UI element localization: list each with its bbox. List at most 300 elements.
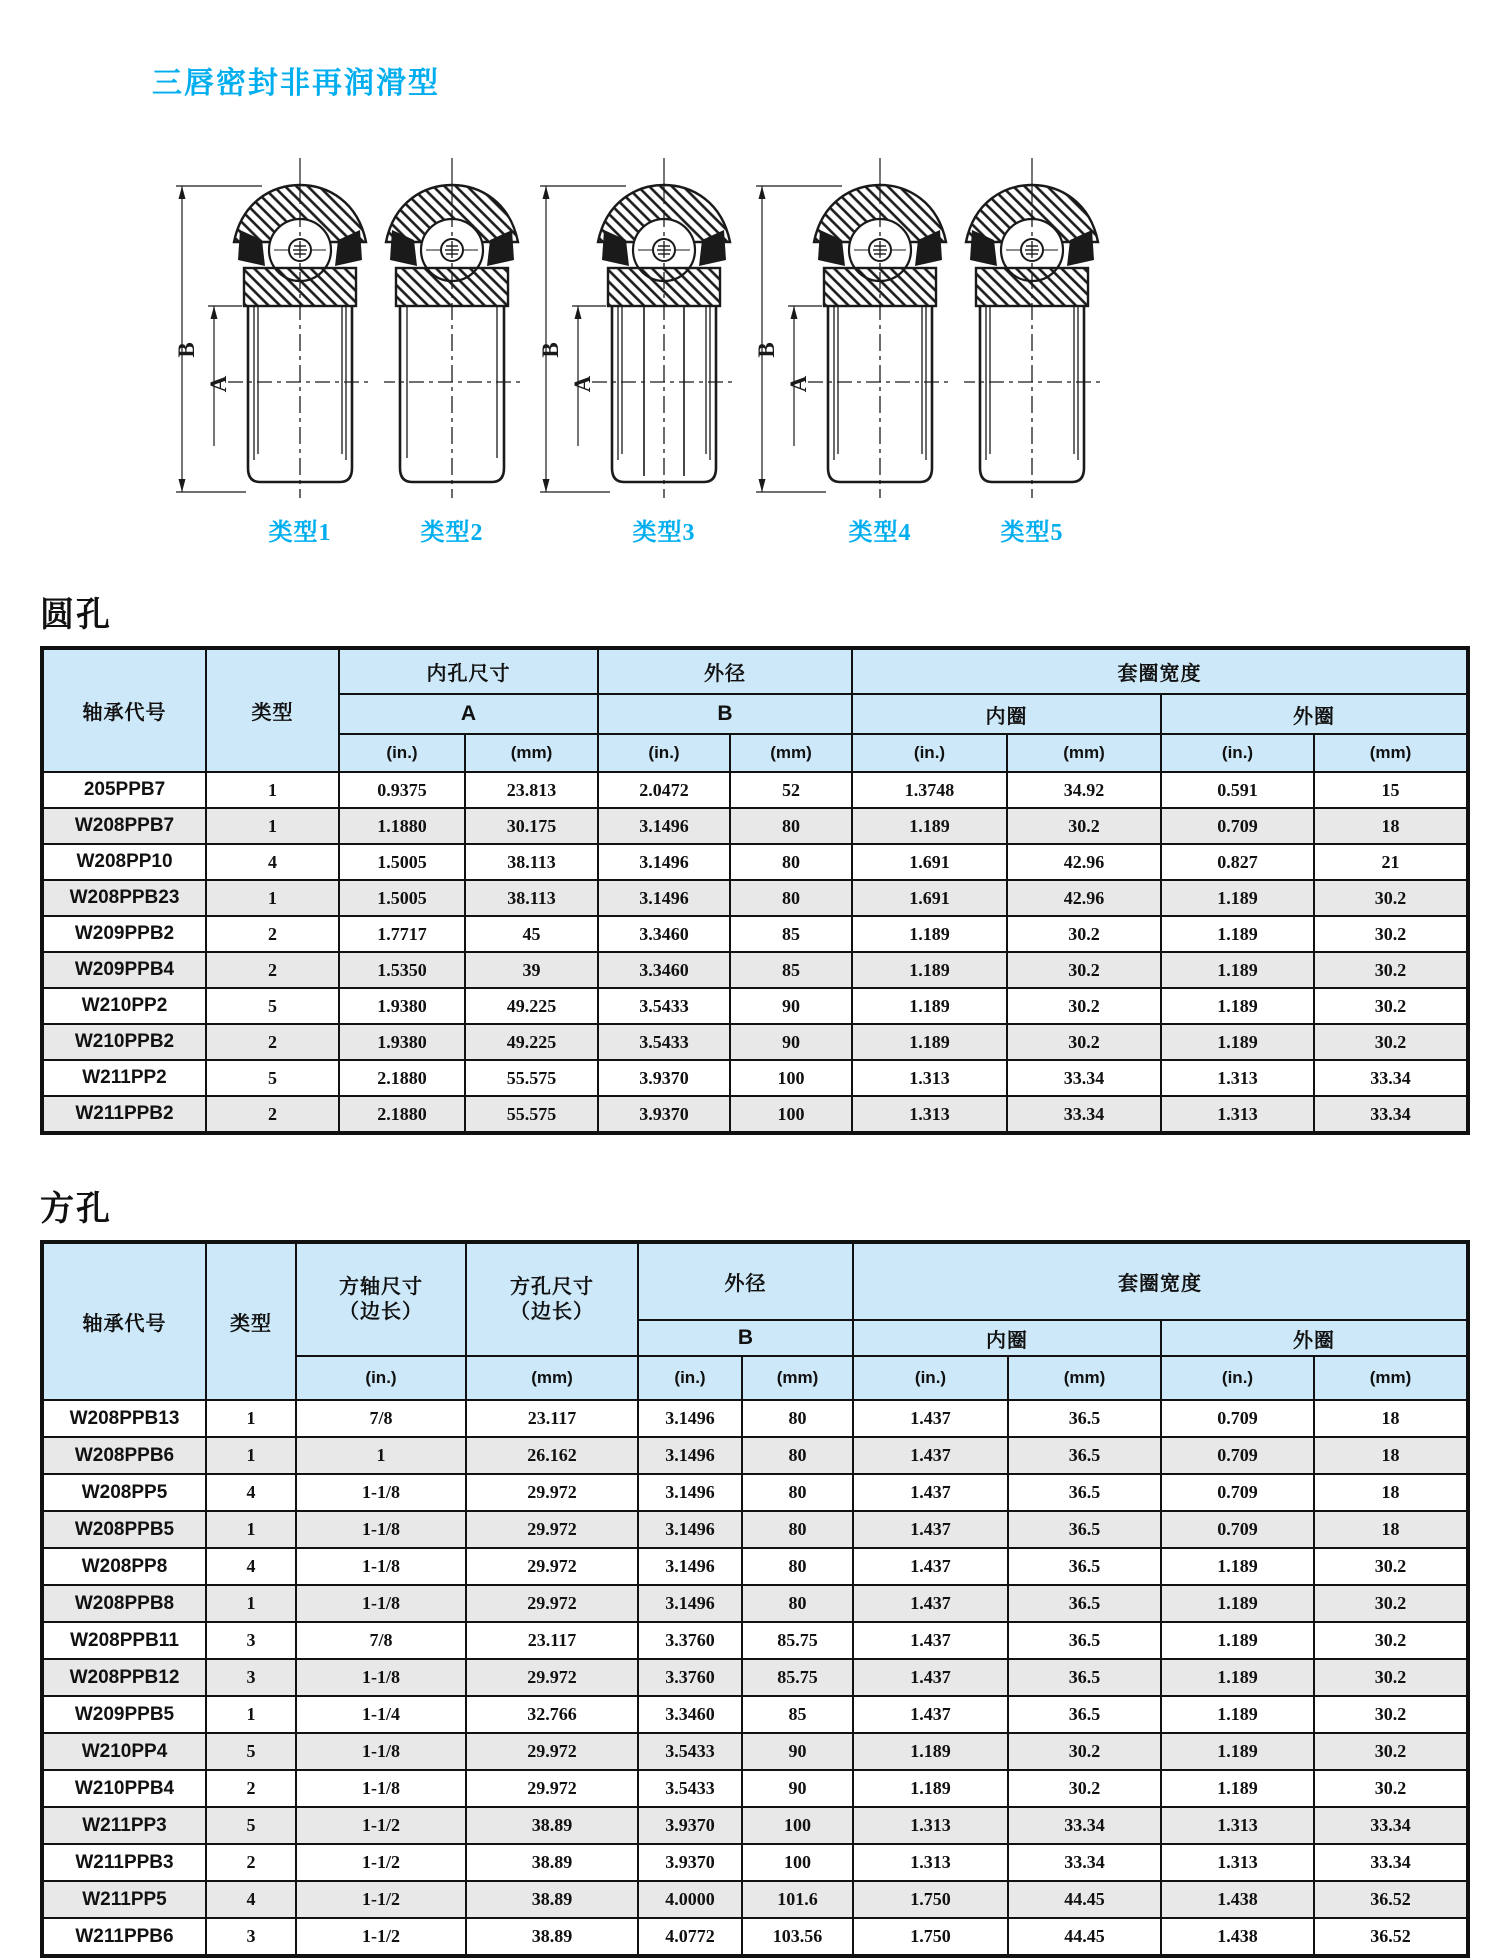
square-bore-size-line2: （边长） (510, 1300, 594, 1323)
value-cell: 0.591 (1161, 772, 1314, 808)
bearing-code-cell: W208PPB11 (42, 1622, 206, 1659)
value-cell: 30.2 (1314, 880, 1468, 916)
value-cell: 0.709 (1161, 1474, 1314, 1511)
col-group-ring-width: 套圈宽度 (853, 1242, 1468, 1320)
value-cell: 1.313 (1161, 1807, 1314, 1844)
value-cell: 33.34 (1008, 1844, 1161, 1881)
unit-in: (in.) (1161, 1356, 1314, 1400)
value-cell: 30.2 (1314, 988, 1468, 1024)
value-cell: 80 (742, 1437, 853, 1474)
value-cell: 30.175 (465, 808, 598, 844)
value-cell: 85 (742, 1696, 853, 1733)
value-cell: 1.313 (852, 1096, 1007, 1133)
bearing-code-cell: W209PPB5 (42, 1696, 206, 1733)
value-cell: 36.52 (1314, 1918, 1468, 1956)
bearing-diagram-type-5 (964, 154, 1100, 506)
value-cell: 36.5 (1008, 1511, 1161, 1548)
value-cell: 33.34 (1314, 1844, 1468, 1881)
value-cell: 1-1/8 (296, 1659, 466, 1696)
value-cell: 0.9375 (339, 772, 465, 808)
value-cell: 1.189 (1161, 1622, 1314, 1659)
col-group-outer-diameter: 外径 (638, 1242, 853, 1320)
value-cell: 3 (206, 1918, 296, 1956)
value-cell: 5 (206, 1060, 339, 1096)
value-cell: 1.189 (1161, 988, 1314, 1024)
value-cell: 3.3760 (638, 1622, 742, 1659)
value-cell: 26.162 (466, 1437, 638, 1474)
bearing-code-cell: W208PP5 (42, 1474, 206, 1511)
unit-mm: (mm) (1008, 1356, 1161, 1400)
value-cell: 80 (730, 844, 852, 880)
value-cell: 36.5 (1008, 1548, 1161, 1585)
value-cell: 3.9370 (638, 1844, 742, 1881)
bearing-code-cell: W211PP3 (42, 1807, 206, 1844)
unit-in: (in.) (598, 734, 730, 772)
value-cell: 30.2 (1008, 1770, 1161, 1807)
value-cell: 3.1496 (638, 1585, 742, 1622)
value-cell: 1 (206, 808, 339, 844)
value-cell: 1-1/8 (296, 1511, 466, 1548)
value-cell: 1.691 (852, 880, 1007, 916)
bearing-code-cell: W210PP2 (42, 988, 206, 1024)
dim-label-A: A (206, 375, 231, 393)
value-cell: 103.56 (742, 1918, 853, 1956)
value-cell: 1.1880 (339, 808, 465, 844)
value-cell: 1.313 (1161, 1844, 1314, 1881)
unit-mm: (mm) (730, 734, 852, 772)
value-cell: 4 (206, 1881, 296, 1918)
value-cell: 3 (206, 1659, 296, 1696)
page-title: 三唇密封非再润滑型 (152, 67, 440, 100)
value-cell: 1.437 (853, 1548, 1008, 1585)
value-cell: 33.34 (1008, 1807, 1161, 1844)
value-cell: 36.52 (1314, 1881, 1468, 1918)
value-cell: 36.5 (1008, 1474, 1161, 1511)
value-cell: 1.313 (853, 1807, 1008, 1844)
value-cell: 42.96 (1007, 844, 1161, 880)
value-cell: 2 (206, 1844, 296, 1881)
value-cell: 1 (206, 1585, 296, 1622)
col-sub-outer-ring: 外圈 (1161, 694, 1468, 734)
col-header-bearing-code: 轴承代号 (42, 648, 206, 772)
value-cell: 90 (730, 1024, 852, 1060)
bearing-code-cell: W208PP8 (42, 1548, 206, 1585)
bearing-type-label: 类型3 (632, 520, 696, 546)
value-cell: 1.189 (1161, 1585, 1314, 1622)
value-cell: 4.0772 (638, 1918, 742, 1956)
dim-label-B: B (538, 342, 563, 358)
value-cell: 1.691 (852, 844, 1007, 880)
value-cell: 33.34 (1314, 1807, 1468, 1844)
value-cell: 1.437 (853, 1400, 1008, 1437)
value-cell: 39 (465, 952, 598, 988)
bearing-type-label: 类型5 (1000, 520, 1064, 546)
value-cell: 49.225 (465, 1024, 598, 1060)
value-cell: 38.89 (466, 1918, 638, 1956)
square-shaft-size-line1: 方轴尺寸 (339, 1275, 423, 1298)
value-cell: 90 (730, 988, 852, 1024)
value-cell: 1 (206, 1511, 296, 1548)
value-cell: 1.437 (853, 1696, 1008, 1733)
value-cell: 3.1496 (598, 808, 730, 844)
value-cell: 3 (206, 1622, 296, 1659)
value-cell: 3.1496 (598, 880, 730, 916)
table-row (42, 1881, 1468, 1918)
value-cell: 1-1/4 (296, 1696, 466, 1733)
table-row (42, 1511, 1468, 1548)
bearing-code-cell: W208PP10 (42, 844, 206, 880)
bearing-type-3-block (532, 154, 736, 547)
value-cell: 30.2 (1008, 1733, 1161, 1770)
col-header-type: 类型 (206, 648, 339, 772)
value-cell: 4 (206, 1474, 296, 1511)
value-cell: 3.1496 (638, 1400, 742, 1437)
bearing-code-cell: W208PPB13 (42, 1400, 206, 1437)
table-row (42, 1844, 1468, 1881)
value-cell: 1.5005 (339, 880, 465, 916)
table-row (42, 1585, 1468, 1622)
value-cell: 33.34 (1007, 1096, 1161, 1133)
value-cell: 80 (742, 1511, 853, 1548)
value-cell: 30.2 (1007, 1024, 1161, 1060)
value-cell: 18 (1314, 1511, 1468, 1548)
value-cell: 49.225 (465, 988, 598, 1024)
value-cell: 1.5005 (339, 844, 465, 880)
unit-in: (in.) (853, 1356, 1008, 1400)
value-cell: 30.2 (1314, 1659, 1468, 1696)
col-group-ring-width: 套圈宽度 (852, 648, 1468, 694)
bearing-diagram-type-3 (532, 154, 736, 506)
value-cell: 36.5 (1008, 1659, 1161, 1696)
value-cell: 80 (730, 880, 852, 916)
col-header-bearing-code: 轴承代号 (42, 1242, 206, 1400)
value-cell: 1-1/8 (296, 1548, 466, 1585)
table-row (42, 1548, 1468, 1585)
value-cell: 100 (742, 1807, 853, 1844)
value-cell: 3.3460 (598, 916, 730, 952)
value-cell: 36.5 (1008, 1585, 1161, 1622)
value-cell: 1 (206, 1437, 296, 1474)
value-cell: 3.3760 (638, 1659, 742, 1696)
col-group-outer-diameter: 外径 (598, 648, 852, 694)
value-cell: 30.2 (1314, 1733, 1468, 1770)
bearing-type-label: 类型1 (268, 520, 332, 546)
unit-in: (in.) (339, 734, 465, 772)
bearing-code-cell: W210PPB2 (42, 1024, 206, 1060)
value-cell: 1.189 (852, 988, 1007, 1024)
value-cell: 5 (206, 1807, 296, 1844)
value-cell: 1.189 (853, 1733, 1008, 1770)
value-cell: 0.709 (1161, 1511, 1314, 1548)
unit-mm: (mm) (1314, 734, 1468, 772)
value-cell: 30.2 (1314, 1770, 1468, 1807)
value-cell: 1.189 (1161, 916, 1314, 952)
col-sub-inner-ring: 内圈 (853, 1320, 1161, 1356)
value-cell: 5 (206, 1733, 296, 1770)
value-cell: 3.1496 (638, 1511, 742, 1548)
value-cell: 18 (1314, 808, 1468, 844)
unit-mm: (mm) (1314, 1356, 1468, 1400)
value-cell: 1.189 (1161, 952, 1314, 988)
bearing-code-cell: 205PPB7 (42, 772, 206, 808)
value-cell: 3.5433 (638, 1770, 742, 1807)
value-cell: 23.813 (465, 772, 598, 808)
square-bore-size-line1: 方孔尺寸 (510, 1275, 594, 1298)
value-cell: 29.972 (466, 1733, 638, 1770)
value-cell: 3.1496 (638, 1437, 742, 1474)
value-cell: 7/8 (296, 1622, 466, 1659)
col-sub-outer-ring: 外圈 (1161, 1320, 1468, 1356)
value-cell: 85.75 (742, 1659, 853, 1696)
table-row (42, 1437, 1468, 1474)
value-cell: 1.189 (1161, 1024, 1314, 1060)
value-cell: 0.709 (1161, 808, 1314, 844)
table-row (42, 1696, 1468, 1733)
table-row (42, 844, 1468, 880)
value-cell: 85 (730, 952, 852, 988)
value-cell: 33.34 (1007, 1060, 1161, 1096)
value-cell: 30.2 (1314, 1548, 1468, 1585)
value-cell: 2 (206, 952, 339, 988)
value-cell: 29.972 (466, 1770, 638, 1807)
value-cell: 1 (206, 1696, 296, 1733)
value-cell: 2.0472 (598, 772, 730, 808)
bearing-type-5-block (964, 154, 1100, 547)
value-cell: 3.5433 (598, 988, 730, 1024)
value-cell: 4.0000 (638, 1881, 742, 1918)
value-cell: 0.709 (1161, 1437, 1314, 1474)
value-cell: 42.96 (1007, 880, 1161, 916)
value-cell: 1.313 (853, 1844, 1008, 1881)
value-cell: 1-1/8 (296, 1770, 466, 1807)
value-cell: 2 (206, 1024, 339, 1060)
bearing-type-label: 类型2 (420, 520, 484, 546)
bearing-code-cell: W208PPB12 (42, 1659, 206, 1696)
bearing-code-cell: W211PP2 (42, 1060, 206, 1096)
col-sub-B: B (638, 1320, 853, 1356)
bearing-code-cell: W208PPB7 (42, 808, 206, 844)
value-cell: 1 (206, 1400, 296, 1437)
value-cell: 30.2 (1314, 1622, 1468, 1659)
value-cell: 1.313 (852, 1060, 1007, 1096)
unit-mm: (mm) (466, 1356, 638, 1400)
bearing-code-cell: W208PPB6 (42, 1437, 206, 1474)
bearing-code-cell: W208PPB8 (42, 1585, 206, 1622)
value-cell: 1.438 (1161, 1881, 1314, 1918)
value-cell: 1.5350 (339, 952, 465, 988)
value-cell: 1.9380 (339, 988, 465, 1024)
value-cell: 3.9370 (598, 1060, 730, 1096)
value-cell: 80 (730, 808, 852, 844)
value-cell: 3.1496 (598, 844, 730, 880)
value-cell: 80 (742, 1474, 853, 1511)
value-cell: 23.117 (466, 1622, 638, 1659)
value-cell: 3.9370 (638, 1807, 742, 1844)
value-cell: 52 (730, 772, 852, 808)
col-sub-A: A (339, 694, 598, 734)
value-cell: 36.5 (1008, 1696, 1161, 1733)
round-bore-table (40, 646, 1470, 1135)
value-cell: 5 (206, 988, 339, 1024)
square-bore-table (40, 1240, 1470, 1958)
table-row (42, 1807, 1468, 1844)
value-cell: 30.2 (1314, 1696, 1468, 1733)
value-cell: 1.189 (852, 808, 1007, 844)
table-row (42, 1733, 1468, 1770)
value-cell: 38.113 (465, 880, 598, 916)
value-cell: 3.5433 (638, 1733, 742, 1770)
bearing-code-cell: W210PPB4 (42, 1770, 206, 1807)
value-cell: 1.189 (1161, 1696, 1314, 1733)
value-cell: 30.2 (1007, 916, 1161, 952)
value-cell: 0.709 (1161, 1400, 1314, 1437)
value-cell: 2 (206, 1770, 296, 1807)
value-cell: 1.189 (1161, 1659, 1314, 1696)
value-cell: 1.189 (852, 952, 1007, 988)
value-cell: 1-1/8 (296, 1733, 466, 1770)
value-cell: 36.5 (1008, 1400, 1161, 1437)
value-cell: 1.189 (1161, 1548, 1314, 1585)
value-cell: 33.34 (1314, 1060, 1468, 1096)
value-cell: 100 (730, 1096, 852, 1133)
square-shaft-size-line2: （边长） (339, 1300, 423, 1323)
value-cell: 80 (742, 1585, 853, 1622)
value-cell: 1.750 (853, 1918, 1008, 1956)
value-cell: 101.6 (742, 1881, 853, 1918)
table-row (42, 952, 1468, 988)
unit-in: (in.) (296, 1356, 466, 1400)
value-cell: 38.89 (466, 1844, 638, 1881)
value-cell: 18 (1314, 1437, 1468, 1474)
table-row (42, 880, 1468, 916)
bearing-type-1-block (168, 154, 372, 547)
value-cell: 45 (465, 916, 598, 952)
value-cell: 85.75 (742, 1622, 853, 1659)
section-title-round-bore: 圆孔 (40, 597, 112, 634)
value-cell: 1-1/8 (296, 1474, 466, 1511)
value-cell: 85 (730, 916, 852, 952)
value-cell: 90 (742, 1770, 853, 1807)
value-cell: 30.2 (1314, 1024, 1468, 1060)
value-cell: 1-1/2 (296, 1844, 466, 1881)
value-cell: 55.575 (465, 1096, 598, 1133)
value-cell: 30.2 (1007, 988, 1161, 1024)
value-cell: 18 (1314, 1400, 1468, 1437)
value-cell: 1.7717 (339, 916, 465, 952)
value-cell: 30.2 (1314, 916, 1468, 952)
value-cell: 34.92 (1007, 772, 1161, 808)
value-cell: 1.437 (853, 1659, 1008, 1696)
value-cell: 7/8 (296, 1400, 466, 1437)
value-cell: 3.1496 (638, 1548, 742, 1585)
value-cell: 30.2 (1007, 808, 1161, 844)
value-cell: 55.575 (465, 1060, 598, 1096)
value-cell: 3.3460 (598, 952, 730, 988)
value-cell: 23.117 (466, 1400, 638, 1437)
value-cell: 1.313 (1161, 1096, 1314, 1133)
value-cell: 44.45 (1008, 1881, 1161, 1918)
bearing-code-cell: W211PPB2 (42, 1096, 206, 1133)
bearing-code-cell: W211PPB6 (42, 1918, 206, 1956)
value-cell: 1.437 (853, 1622, 1008, 1659)
bearing-code-cell: W209PPB2 (42, 916, 206, 952)
col-header-square-shaft-size (296, 1242, 466, 1356)
table-row (42, 1060, 1468, 1096)
value-cell: 1.189 (1161, 880, 1314, 916)
table-row (42, 1770, 1468, 1807)
value-cell: 1.189 (852, 1024, 1007, 1060)
value-cell: 2.1880 (339, 1060, 465, 1096)
dim-label-B: B (174, 342, 199, 358)
value-cell: 4 (206, 1548, 296, 1585)
value-cell: 3.1496 (638, 1474, 742, 1511)
value-cell: 18 (1314, 1474, 1468, 1511)
value-cell: 1.437 (853, 1437, 1008, 1474)
bearing-code-cell: W211PP5 (42, 1881, 206, 1918)
value-cell: 30.2 (1314, 952, 1468, 988)
bearing-diagram-type-1 (168, 154, 372, 506)
value-cell: 44.45 (1008, 1918, 1161, 1956)
value-cell: 21 (1314, 844, 1468, 880)
value-cell: 36.5 (1008, 1622, 1161, 1659)
value-cell: 29.972 (466, 1511, 638, 1548)
value-cell: 32.766 (466, 1696, 638, 1733)
table-row (42, 1400, 1468, 1437)
value-cell: 1 (206, 880, 339, 916)
value-cell: 80 (742, 1400, 853, 1437)
value-cell: 1.189 (853, 1770, 1008, 1807)
value-cell: 2 (206, 916, 339, 952)
value-cell: 38.89 (466, 1807, 638, 1844)
col-group-bore-size: 内孔尺寸 (339, 648, 598, 694)
value-cell: 3.3460 (638, 1696, 742, 1733)
value-cell: 1 (296, 1437, 466, 1474)
value-cell: 3.5433 (598, 1024, 730, 1060)
value-cell: 1 (206, 772, 339, 808)
dim-label-B: B (754, 342, 779, 358)
unit-in: (in.) (852, 734, 1007, 772)
unit-mm: (mm) (742, 1356, 853, 1400)
value-cell: 4 (206, 844, 339, 880)
value-cell: 38.89 (466, 1881, 638, 1918)
dim-label-A: A (570, 375, 595, 393)
value-cell: 0.827 (1161, 844, 1314, 880)
value-cell: 1.437 (853, 1474, 1008, 1511)
value-cell: 1.437 (853, 1511, 1008, 1548)
col-sub-inner-ring: 内圈 (852, 694, 1161, 734)
bearing-type-label: 类型4 (848, 520, 912, 546)
bearing-diagram-type-2 (384, 154, 520, 506)
section-title-square-bore: 方孔 (40, 1191, 112, 1228)
table-row (42, 1096, 1468, 1133)
value-cell: 29.972 (466, 1585, 638, 1622)
value-cell: 1-1/2 (296, 1807, 466, 1844)
dim-label-A: A (786, 375, 811, 393)
unit-mm: (mm) (1007, 734, 1161, 772)
value-cell: 30.2 (1007, 952, 1161, 988)
bearing-code-cell: W208PPB5 (42, 1511, 206, 1548)
value-cell: 15 (1314, 772, 1468, 808)
value-cell: 38.113 (465, 844, 598, 880)
unit-in: (in.) (1161, 734, 1314, 772)
table-row (42, 1918, 1468, 1956)
value-cell: 29.972 (466, 1659, 638, 1696)
bearing-code-cell: W208PPB23 (42, 880, 206, 916)
value-cell: 2 (206, 1096, 339, 1133)
bearing-type-diagrams (168, 154, 1512, 547)
table-row (42, 1024, 1468, 1060)
value-cell: 1.9380 (339, 1024, 465, 1060)
